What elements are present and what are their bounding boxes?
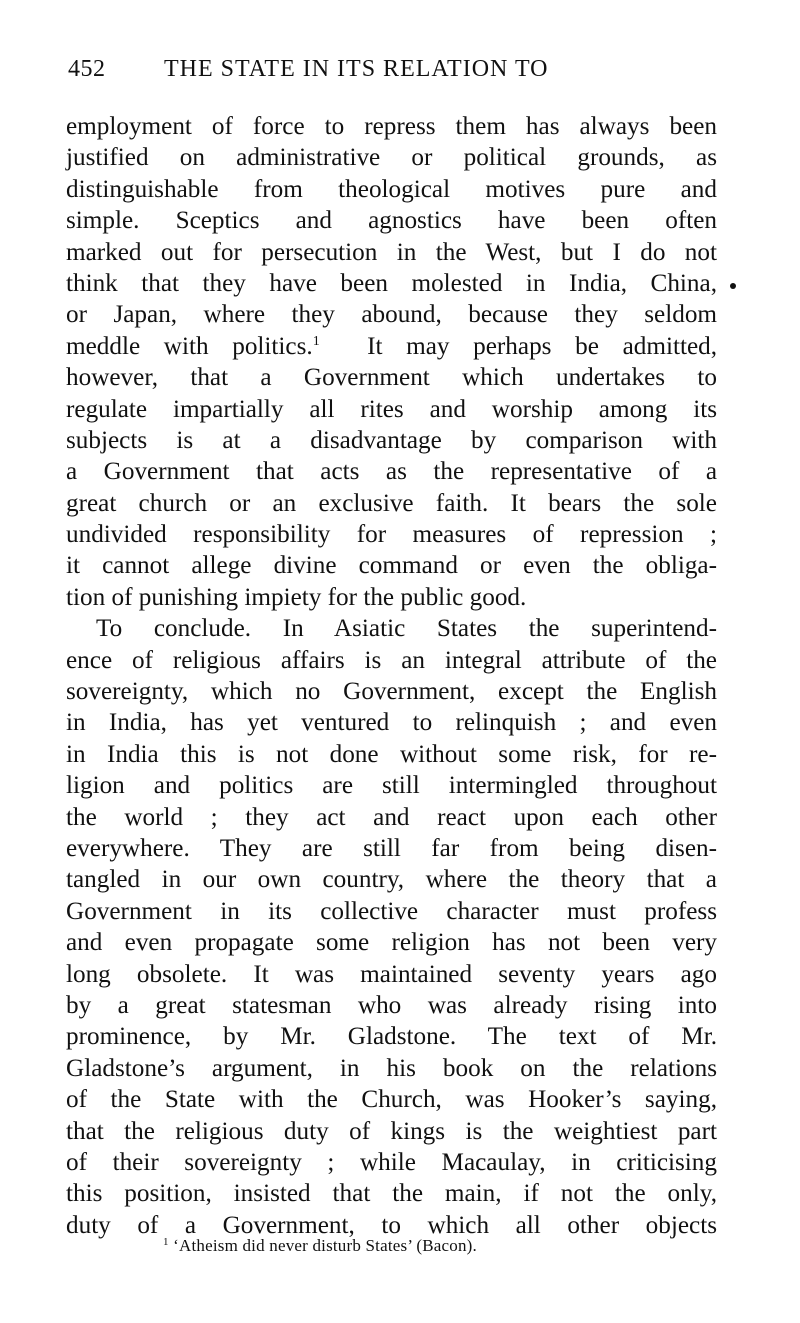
text-line: employment of force to repress them has always been <box>66 113 717 140</box>
text-line: duty of a Government, to which all other objects <box>66 1211 717 1239</box>
footnote-marker: 1 <box>163 1236 169 1248</box>
footnote-reference: 1 <box>312 333 320 349</box>
text-line: of the State with the Church, was Hooker’s saying, <box>66 1086 717 1114</box>
text-line: Gladstone’s argument, in his book on the relations <box>66 1054 717 1082</box>
footnote <box>163 1236 477 1256</box>
footnote-text: ‘Atheism did never disturb States’ (Bacon). <box>173 1236 477 1255</box>
text-line: marked out for persecution in the West, but I do not <box>66 238 717 266</box>
text-fragment: meddle with politics. <box>66 332 313 360</box>
text-line: Government in its collective character must profess <box>66 897 717 925</box>
text-line: To conclude. In Asiatic States the superintend- <box>96 615 717 643</box>
text-line-with-footnote-ref <box>66 331 717 362</box>
running-head-title: THE STATE IN ITS RELATION TO <box>164 56 549 82</box>
text-line: long obsolete. It was maintained seventy years ago <box>66 960 717 988</box>
text-line: the world ; they act and react upon each other <box>66 803 717 831</box>
text-line: that the religious duty of kings is the weightiest part <box>66 1117 717 1145</box>
text-line: ence of religious affairs is an integral attribute of the <box>66 646 717 674</box>
text-line: and even propagate some religion has not been very <box>66 929 717 957</box>
text-line: simple. Sceptics and agnostics have been often <box>66 207 717 235</box>
text-line: a Government that acts as the representative of a <box>66 458 717 486</box>
text-line: think that they have been molested in India, China, <box>66 269 717 297</box>
text-line: this position, insisted that the main, if not the only, <box>66 1180 717 1208</box>
text-line: distinguishable from theological motives pure and <box>66 175 717 203</box>
text-line: sovereignty, which no Government, except the English <box>66 678 717 706</box>
text-line: however, that a Government which undertakes to <box>66 364 717 392</box>
text-line: regulate impartially all rites and worship among its <box>66 395 717 423</box>
text-line: in India, has yet ventured to relinquish ; and even <box>66 709 717 737</box>
body-text <box>66 111 717 1241</box>
text-line: in India this is not done without some risk, for re- <box>66 740 717 768</box>
text-line: tangled in our own country, where the theory that a <box>66 866 717 894</box>
page-number: 452 <box>68 56 106 82</box>
text-line: undivided responsibility for measures of repression ; <box>66 521 717 549</box>
text-line: of their sovereignty ; while Macaulay, in criticising <box>66 1148 717 1176</box>
text-line: it cannot allege divine command or even the obliga- <box>66 552 717 580</box>
text-line: subjects is at a disadvantage by comparison with <box>66 426 717 454</box>
text-line: by a great statesman who was already rising into <box>66 991 717 1019</box>
text-line: everywhere. They are still far from being disen- <box>66 834 717 862</box>
text-line: great church or an exclusive faith. It bears the sole <box>66 489 717 517</box>
text-fragment: It may perhaps be admitted, <box>367 332 718 360</box>
text-line: tion of punishing impiety for the public good. <box>66 583 527 611</box>
text-line: prominence, by Mr. Gladstone. The text of Mr. <box>66 1023 717 1051</box>
text-line: or Japan, where they abound, because they seldom <box>66 301 717 329</box>
margin-mark <box>730 283 736 289</box>
text-line: justified on administrative or political grounds, as <box>66 144 717 172</box>
text-line: ligion and politics are still intermingled throughout <box>66 772 717 800</box>
running-head <box>68 56 728 92</box>
